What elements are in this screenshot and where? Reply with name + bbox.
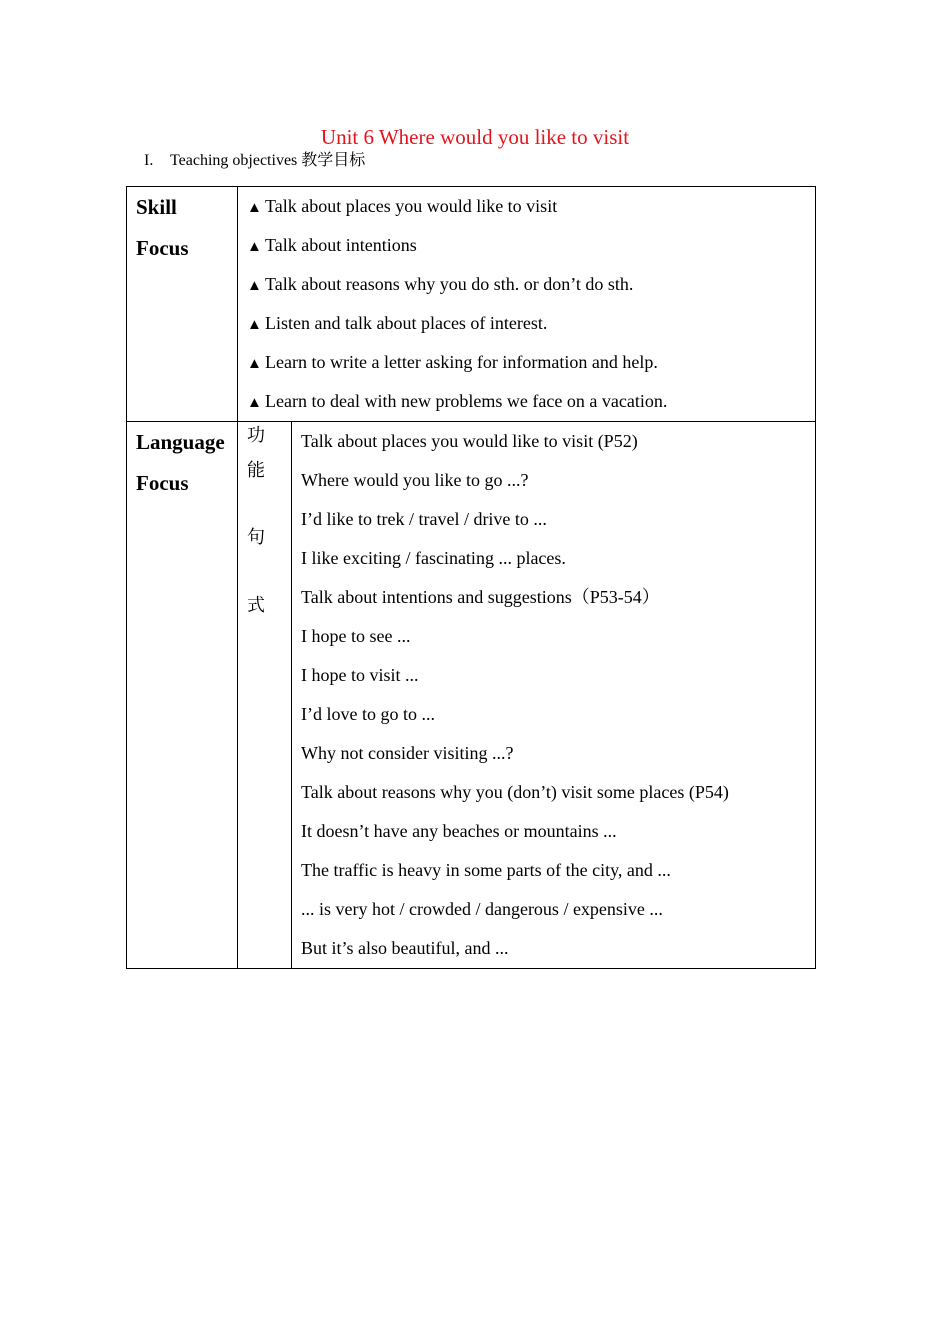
skill-item-text: Learn to write a letter asking for information and help. (265, 352, 658, 372)
skill-focus-header (127, 187, 238, 422)
language-header-line: Language (136, 430, 225, 454)
skill-item (247, 187, 815, 226)
category-char: 能 (247, 459, 265, 480)
skill-item (247, 265, 815, 304)
category-gap (247, 559, 291, 592)
language-item: I hope to visit ... (301, 665, 419, 685)
language-item: The traffic is heavy in some parts of the city, and ... (301, 860, 671, 880)
section-number: I. (144, 152, 154, 169)
language-item: ... is very hot / crowded / dangerous / expensive ... (301, 899, 663, 919)
triangle-bullet-icon: ▲ (247, 395, 262, 411)
skill-item-text: Talk about reasons why you do sth. or don’t do sth. (265, 274, 634, 294)
language-item: I’d like to trek / travel / drive to ... (301, 509, 547, 529)
function-sentence-label (238, 422, 292, 969)
language-focus-header (127, 422, 238, 969)
triangle-bullet-icon: ▲ (247, 239, 262, 255)
skill-focus-row (127, 187, 816, 422)
language-item: I’d love to go to ... (301, 704, 435, 724)
skill-item-text: Talk about intentions (265, 235, 417, 255)
language-item: Talk about places you would like to visit (P52) (301, 431, 638, 451)
language-item: But it’s also beautiful, and ... (301, 938, 509, 958)
triangle-bullet-icon: ▲ (247, 356, 262, 372)
language-item: It doesn’t have any beaches or mountains ... (301, 821, 617, 841)
skill-focus-list (238, 187, 816, 422)
language-item: I hope to see ... (301, 626, 411, 646)
triangle-bullet-icon: ▲ (247, 317, 262, 333)
triangle-bullet-icon: ▲ (247, 278, 262, 294)
language-item: Why not consider visiting ...? (301, 743, 514, 763)
skill-item (247, 226, 815, 265)
skill-header-line: Skill (136, 195, 177, 219)
skill-item-text: Talk about places you would like to visit (265, 196, 558, 216)
skill-item (247, 343, 815, 382)
objectives-table (126, 186, 816, 969)
category-gap (247, 491, 291, 524)
skill-item (247, 382, 815, 421)
skill-header-line: Focus (136, 236, 189, 260)
skill-item-text: Learn to deal with new problems we face on a vacation. (265, 391, 668, 411)
section-heading (144, 151, 365, 171)
language-focus-row (127, 422, 816, 969)
document-title: Unit 6 Where would you like to visit (320, 125, 630, 149)
language-focus-list (292, 422, 816, 969)
language-item: Talk about reasons why you (don’t) visit some places (P54) (301, 782, 729, 802)
skill-item (247, 304, 815, 343)
section-label: Teaching objectives 教学目标 (170, 152, 366, 169)
category-char: 式 (247, 594, 265, 615)
triangle-bullet-icon: ▲ (247, 200, 262, 216)
category-char: 句 (247, 527, 265, 547)
skill-item-text: Listen and talk about places of interest. (265, 313, 548, 333)
language-item: I like exciting / fascinating ... places. (301, 548, 566, 568)
language-item: Where would you like to go ...? (301, 470, 529, 490)
category-char: 功 (247, 425, 265, 445)
language-header-line: Focus (136, 471, 189, 495)
language-item: Talk about intentions and suggestions（P53-54） (301, 587, 660, 607)
